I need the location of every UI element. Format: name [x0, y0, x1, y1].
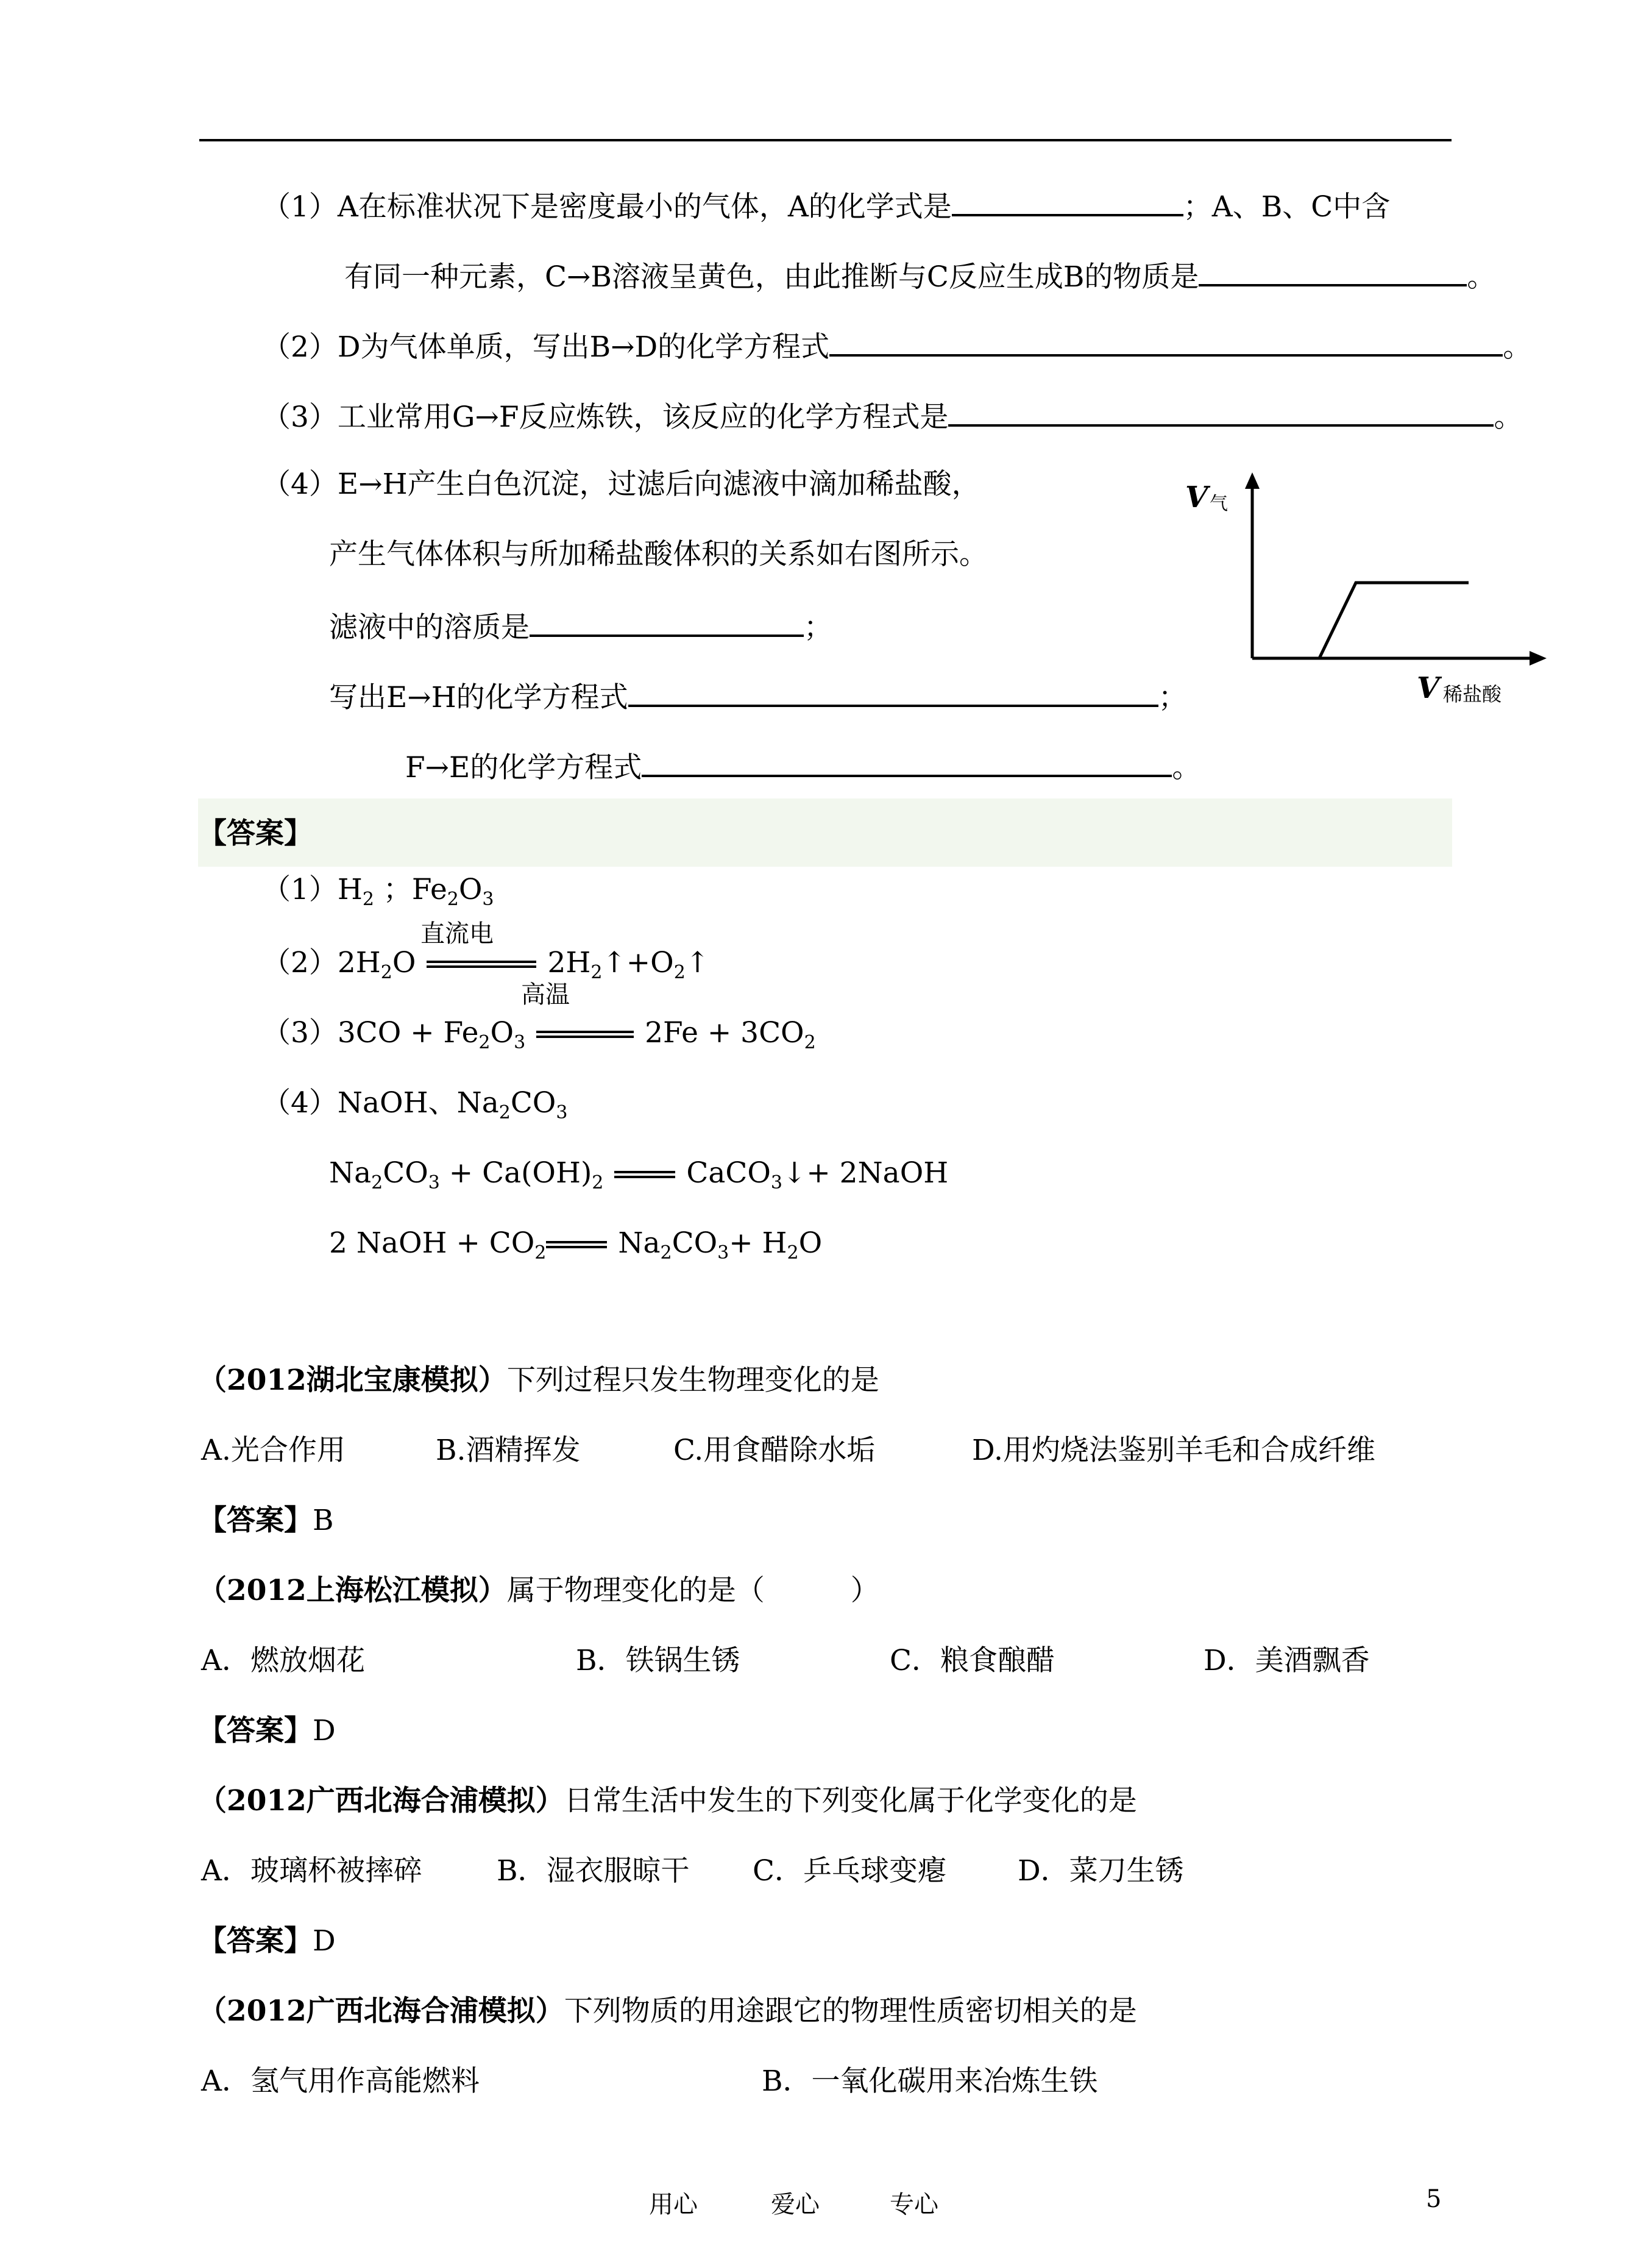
- text: 。: [1494, 400, 1523, 434]
- option-c[interactable]: C．粮食酿醋: [890, 1644, 1055, 1677]
- text: （4）E→H产生白色沉淀，过滤后向滤液中滴加稀盐酸，: [262, 467, 980, 501]
- answer-4: （4）NaOH、$Na_2CO_3$: [262, 1086, 568, 1123]
- question-part-4d: [329, 677, 1187, 716]
- header-rule: [199, 139, 1452, 141]
- question-4-answer: 【答案】D: [198, 1924, 336, 1958]
- text: 。: [1503, 330, 1532, 364]
- question-part-2: [262, 326, 1531, 366]
- question-part-1a: [262, 186, 1390, 226]
- text: （3）工业常用G→F反应炼铁，该反应的化学方程式是: [262, 400, 949, 434]
- y-axis-label-sub: 气: [1210, 493, 1228, 514]
- question-2-stem: （2012湖北宝康模拟）下列过程只发生物理变化的是: [198, 1363, 879, 1397]
- question-part-4e: [405, 747, 1200, 786]
- text: （1）A在标准状况下是密度最小的气体，A的化学式是: [262, 190, 952, 224]
- answer-blank[interactable]: [642, 747, 1172, 777]
- x-axis-label-sub: 稀盐酸: [1443, 683, 1502, 706]
- text: ；: [1158, 681, 1187, 714]
- option-a[interactable]: A.光合作用: [201, 1434, 346, 1467]
- question-part-4a: [262, 466, 980, 503]
- answer-heading: 【答案】: [198, 817, 313, 850]
- option-b[interactable]: B．一氧化碳用来冶炼生铁: [762, 2064, 1098, 2098]
- question-2-answer: 【答案】B: [198, 1504, 334, 1537]
- option-c[interactable]: C.用食醋除水垢: [673, 1434, 876, 1467]
- question-part-1b: [344, 256, 1495, 296]
- question-5-stem: （2012广西北海合浦模拟）下列物质的用途跟它的物理性质密切相关的是: [198, 1994, 1137, 2028]
- volume-graph: [1182, 469, 1560, 713]
- answer-5: $Na_2CO_3 + Ca(OH)_2$ CaCO$_3$↓+ 2NaOH: [329, 1156, 949, 1193]
- option-a[interactable]: A．玻璃杯被摔碎: [201, 1854, 422, 1888]
- text: 写出E→H的化学方程式: [329, 681, 628, 714]
- equals-sign: [546, 1239, 607, 1251]
- text: 产生气体体积与所加稀盐酸体积的关系如右图所示。: [329, 538, 988, 571]
- question-4-stem: （2012广西北海合浦模拟）日常生活中发生的下列变化属于化学变化的是: [198, 1784, 1137, 1818]
- equals-sign: [614, 1169, 675, 1181]
- option-a[interactable]: A．氢气用作高能燃料: [201, 2064, 480, 2098]
- text: 。: [1467, 260, 1496, 294]
- equals-sign: [536, 1029, 634, 1041]
- page-number: 5: [1426, 2185, 1442, 2213]
- answer-highlight: [198, 798, 1452, 867]
- footer-motto-1: 用心: [649, 2191, 698, 2219]
- text: ；: [804, 611, 832, 644]
- answer-1: $(1)H_2$ ；$Fe_2O_3$: [262, 873, 494, 910]
- equals-sign: [427, 959, 536, 971]
- text: F→E的化学方程式: [405, 751, 642, 784]
- option-d[interactable]: D．菜刀生锈: [1018, 1854, 1184, 1888]
- answer-3: $(3)3CO + Fe_2O_3$ $2Fe + 3CO_2$: [262, 1016, 816, 1053]
- answer-2: $(2)2H_2O$ $2H_2↑+O_2↑$: [262, 946, 710, 983]
- text: （2）D为气体单质，写出B→D的化学方程式: [262, 330, 830, 364]
- option-c[interactable]: C．乒乓球变瘪: [753, 1854, 946, 1888]
- question-3-answer: 【答案】D: [198, 1714, 336, 1747]
- question-part-4b: [329, 536, 988, 573]
- question-part-3: [262, 396, 1522, 436]
- condition-dc: 直流电: [420, 920, 494, 948]
- option-b[interactable]: B．湿衣服晾干: [497, 1854, 690, 1888]
- option-d[interactable]: D.用灼烧法鉴别羊毛和合成纤维: [972, 1434, 1375, 1467]
- answer-6: 2 NaOH + $CO_2$ $Na_2CO_3+ H_2O$: [329, 1226, 823, 1264]
- answer-blank[interactable]: [952, 186, 1183, 216]
- text: 有同一种元素，C→B溶液呈黄色，由此推断与C反应生成B的物质是: [344, 260, 1199, 294]
- answer-blank[interactable]: [628, 677, 1158, 707]
- answer-blank[interactable]: [1199, 256, 1467, 286]
- option-d[interactable]: D．美酒飘香: [1204, 1644, 1370, 1677]
- answer-blank[interactable]: [530, 606, 804, 637]
- x-axis-label-v: V: [1417, 671, 1440, 705]
- question-3-stem: （2012上海松江模拟）属于物理变化的是（ ）: [198, 1574, 879, 1607]
- text: ；A、B、C中含: [1183, 190, 1391, 224]
- text: 滤液中的溶质是: [329, 611, 530, 644]
- text: 。: [1172, 751, 1201, 784]
- option-b[interactable]: B．铁锅生锈: [576, 1644, 740, 1677]
- answer-blank[interactable]: [948, 396, 1494, 427]
- option-a[interactable]: A．燃放烟花: [201, 1644, 365, 1677]
- footer-motto-3: 专心: [890, 2191, 938, 2219]
- answer-blank[interactable]: [829, 326, 1503, 357]
- condition-high-temp: 高温: [521, 981, 570, 1009]
- y-axis-label-v: V: [1185, 480, 1208, 514]
- option-b[interactable]: B.酒精挥发: [436, 1434, 581, 1467]
- question-part-4c: [329, 606, 832, 646]
- footer-motto-2: 爱心: [771, 2191, 820, 2219]
